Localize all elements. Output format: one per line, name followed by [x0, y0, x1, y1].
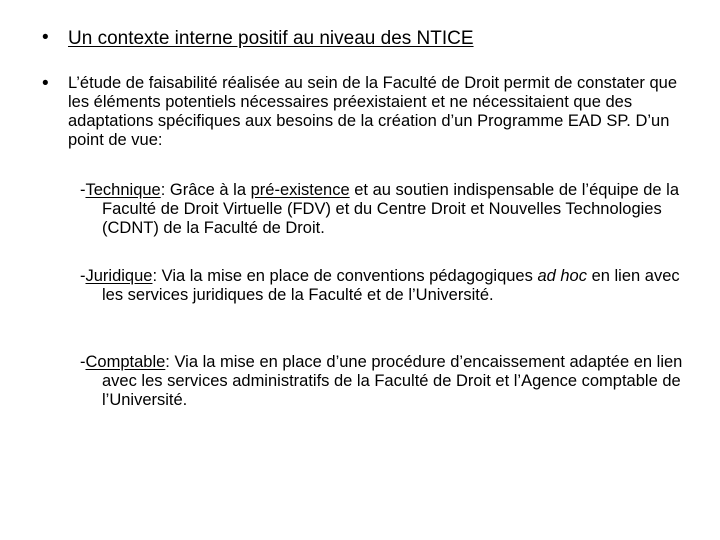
point-technique: [80, 181, 702, 238]
point-sep: : Grâce à la: [160, 181, 251, 199]
intro-paragraph: L’étude de faisabilité réalisée au sein de la Faculté de Droit permit de constater que les éléments potentiels nécessaires préexistaient et ne nécessitaient que des adaptations spécifiques aux besoins de la création d’un Programme EAD SP. D’un point de vue:: [68, 74, 678, 149]
title-row: [42, 28, 682, 50]
point-label-juridique: Juridique: [85, 267, 153, 285]
point-text: : Via la mise en place d’une procédure d’encaissement adaptée en lien avec les services administratifs de la Faculté de Droit et l’Agence comptable de l’Université.: [102, 353, 683, 409]
point-juridique: [80, 267, 702, 305]
intro-bullet: •: [42, 73, 49, 94]
intro-row: [42, 74, 682, 150]
point-prefix: -: [80, 267, 86, 285]
point-emphasis: pré-existence: [250, 181, 350, 199]
point-prefix: -: [80, 181, 86, 199]
slide-title: Un contexte interne positif au niveau des NTICE: [68, 28, 474, 49]
point-comptable: [80, 353, 702, 410]
point-label-technique: Technique: [85, 181, 161, 199]
point-italic: ad hoc: [537, 267, 587, 285]
point-text: en lien avec les services juridiques de la Faculté et de l’Université.: [102, 267, 680, 304]
point-text: et au soutien indispensable de l’équipe de la Faculté de Droit Virtuelle (FDV) et du Centre Droit et Nouvelles Technologies (CDNT) de la Faculté de Droit.: [102, 181, 680, 237]
point-sep: : Via la mise en place de conventions pédagogiques: [152, 267, 538, 285]
title-bullet: •: [42, 27, 49, 48]
point-prefix: -: [80, 353, 86, 371]
point-label-comptable: Comptable: [85, 353, 166, 371]
